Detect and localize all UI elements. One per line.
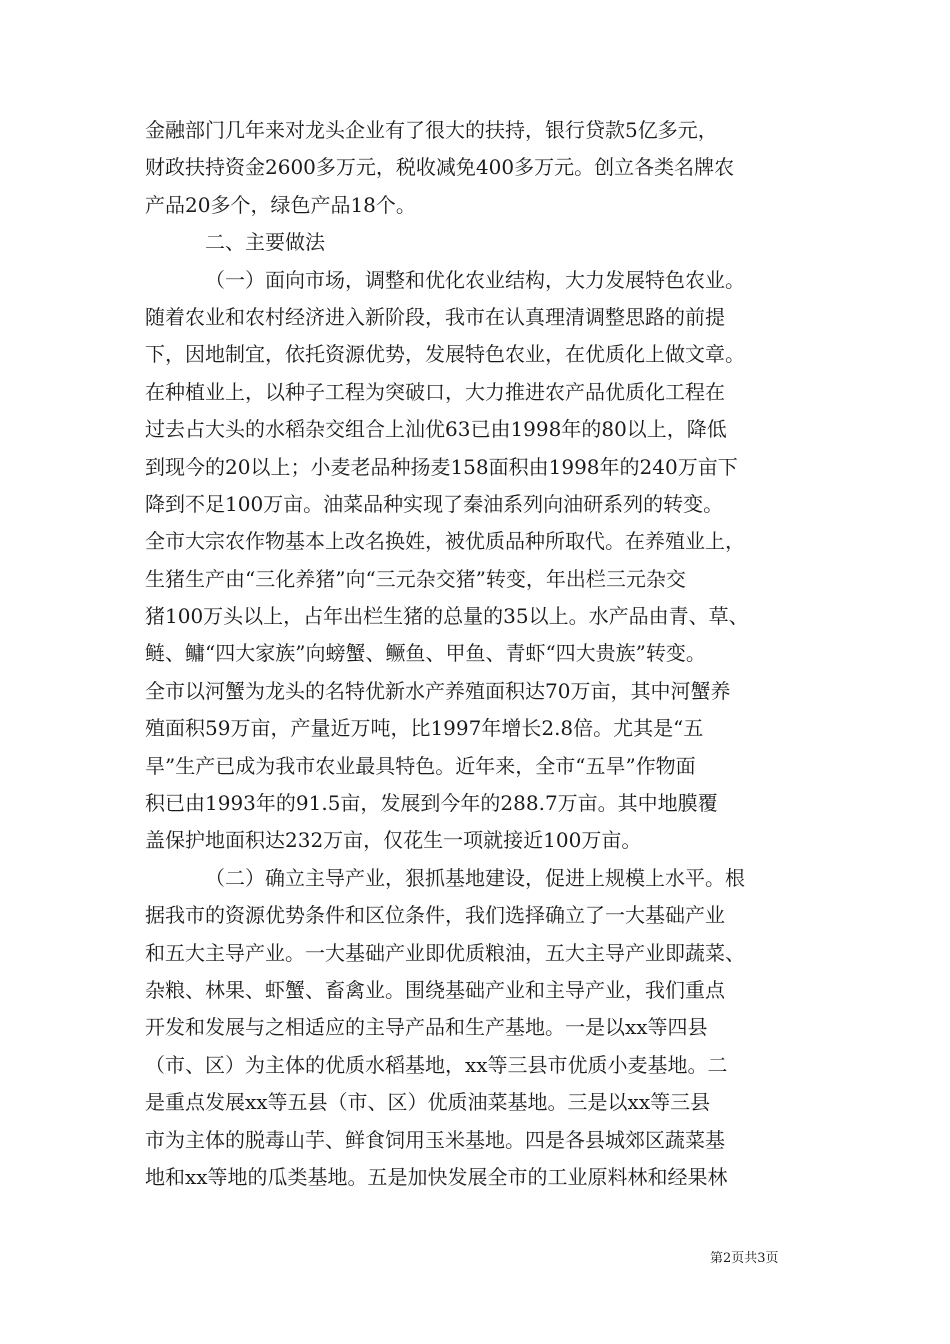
section-heading: 二、主要做法	[205, 230, 325, 255]
text-line: 在种植业上，以种子工程为突破口，大力推进农产品优质化工程在	[145, 379, 725, 404]
text-line: （市、区）为主体的优质水稻基地，xx等三县市优质小麦基地。二	[145, 1052, 728, 1077]
paragraph-start: （一）面向市场，调整和优化农业结构，大力发展特色农业。	[205, 267, 745, 292]
text-line: 生猪生产由“三化养猪”向“三元杂交猪”转变，年出栏三元杂交	[145, 566, 686, 591]
text-line: 是重点发展xx等五县（市、区）优质油菜基地。三是以xx等三县	[145, 1090, 711, 1115]
text-line: 产品20多个，绿色产品18个。	[145, 192, 416, 217]
text-line: 盖保护地面积达232万亩，仅花生一项就接近100万亩。	[145, 828, 642, 853]
text-line: 全市大宗农作物基本上改名换姓，被优质品种所取代。在养殖业上，	[145, 529, 745, 554]
body-text	[145, 112, 815, 1196]
text-line: 旱”生产已成为我市农业最具特色。近年来，全市“五旱”作物面	[145, 753, 696, 778]
text-line: 全市以河蟹为龙头的名特优新水产养殖面积达70万亩，其中河蟹养	[145, 678, 731, 703]
text-line: 猪100万头以上，占年出栏生猪的总量的35以上。水产品由青、草、	[145, 604, 749, 629]
paragraph-start: （二）确立主导产业，狠抓基地建设，促进上规模上水平。根	[205, 865, 745, 890]
text-line: 开发和发展与之相适应的主导产品和生产基地。一是以xx等四县	[145, 1015, 708, 1040]
text-line: 据我市的资源优势条件和区位条件，我们选择确立了一大基础产业	[145, 903, 725, 928]
text-line: 金融部门几年来对龙头企业有了很大的扶持，银行贷款5亿多元，	[145, 118, 718, 142]
text-line: 和五大主导产业。一大基础产业即优质粮油，五大主导产业即蔬菜、	[145, 940, 745, 965]
text-line: 到现今的20以上；小麦老品种扬麦158面积由1998年的240万亩下	[145, 454, 738, 479]
text-line: 杂粮、林果、虾蟹、畜禽业。围绕基础产业和主导产业，我们重点	[145, 977, 725, 1002]
text-line: 下，因地制宜，依托资源优势，发展特色农业，在优质化上做文章。	[145, 342, 745, 367]
text-line: 财政扶持资金2600多万元，税收减免400多万元。创立各类名牌农	[145, 155, 735, 180]
text-line: 随着农业和农村经济进入新阶段，我市在认真理清调整思路的前提	[145, 304, 725, 329]
text-line: 降到不足100万亩。油菜品种实现了秦油系列向油研系列的转变。	[145, 491, 724, 516]
text-line: 市为主体的脱毒山芋、鲜食饲用玉米基地。四是各县城郊区蔬菜基	[145, 1127, 725, 1152]
text-line: 殖面积59万亩，产量近万吨，比1997年增长2.8倍。尤其是“五	[145, 716, 704, 741]
page-number-footer: 第2页共3页	[710, 1251, 779, 1266]
text-line: 鲢、鳙“四大家族”向螃蟹、鳜鱼、甲鱼、青虾“四大贵族”转变。	[145, 641, 706, 666]
text-line: 地和xx等地的瓜类基地。五是加快发展全市的工业原料林和经果林	[145, 1164, 728, 1189]
text-line: 积已由1993年的91.5亩，发展到今年的288.7万亩。其中地膜覆	[145, 791, 718, 816]
text-line: 过去占大头的水稻杂交组合上汕优63已由1998年的80以上，降低	[145, 417, 727, 442]
